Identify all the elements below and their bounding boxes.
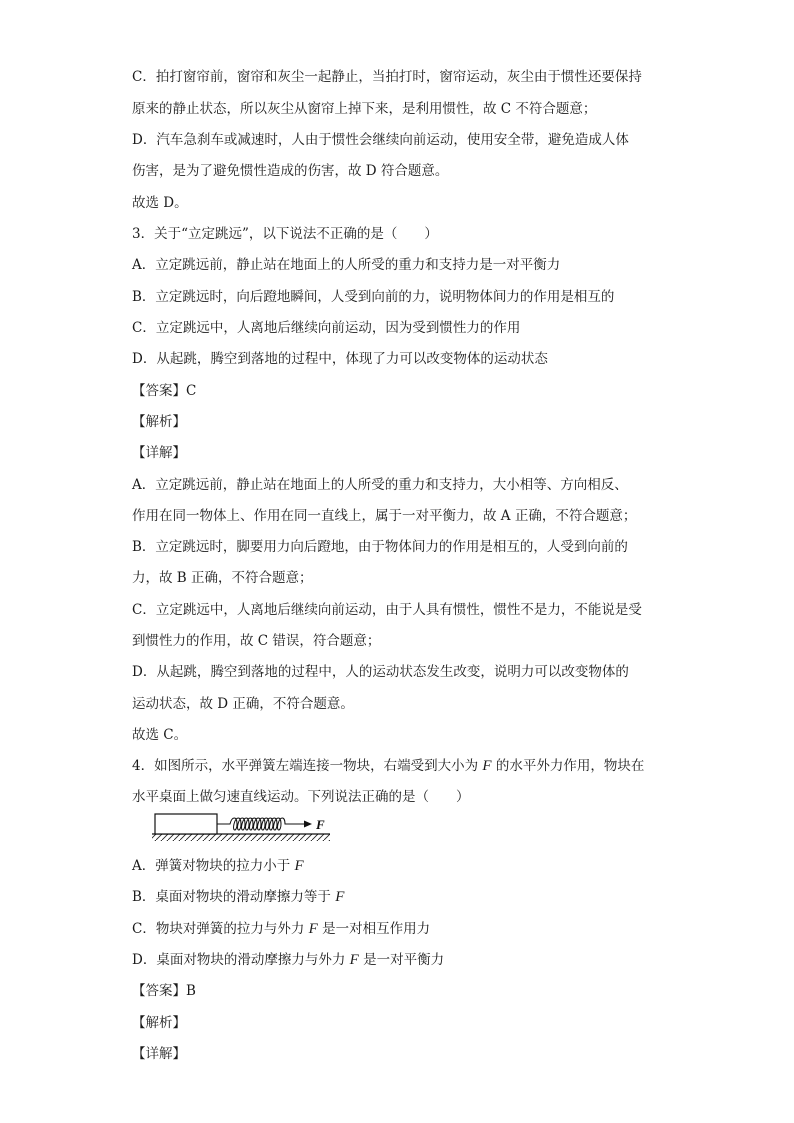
q4-option-a [132, 857, 304, 875]
q3-explain-line: 到惯性力的作用，故 C 错误，符合题意； [132, 633, 381, 649]
q2-option-d-line2: 伤害，是为了避免惯性造成的伤害，故 D 符合题意。 [132, 163, 449, 179]
q3-detail-heading: 【详解】 [132, 445, 186, 461]
spring-block-figure [150, 810, 340, 842]
q3-option-d: D．从起跳，腾空到落地的过程中，体现了力可以改变物体的运动状态 [132, 351, 548, 367]
q4-option-text: C．物块对弹簧的拉力与外力 [132, 921, 309, 937]
q4-option-b [132, 888, 344, 906]
q4-stem-line1 [132, 757, 644, 775]
block [155, 814, 217, 834]
q3-option-b: B．立定跳远时，向后蹬地瞬间，人受到向前的力，说明物体间力的作用是相互的 [132, 289, 615, 305]
q3-analysis-heading: 【解析】 [132, 414, 186, 430]
q3-explain-line: D．从起跳，腾空到落地的过程中，人的运动状态发生改变，说明力可以改变物体的 [132, 664, 629, 680]
q3-explain-line: 运动状态，故 D 正确，不符合题意。 [132, 696, 354, 712]
force-symbol: F [335, 889, 345, 905]
q2-option-c-line1: C．拍打窗帘前，窗帘和灰尘一起静止，当拍打时，窗帘运动，灰尘由于惯性还要保持 [132, 69, 642, 85]
spring [217, 818, 287, 830]
q3-answer: 【答案】C [132, 383, 197, 399]
q3-stem: 3．关于“立定跳远”，以下说法不正确的是（ ） [132, 226, 438, 242]
q4-option-text: D．桌面对物块的滑动摩擦力与外力 [132, 952, 350, 968]
q4-detail-heading: 【详解】 [132, 1046, 186, 1062]
q4-option-c [132, 920, 430, 938]
q4-stem-text: 的水平外力作用，物块在 [491, 758, 645, 774]
q4-stem-text: 4．如图所示，水平弹簧左端连接一物块，右端受到大小为 [132, 758, 483, 774]
force-label: F [316, 817, 325, 832]
table-surface-hatch [152, 834, 330, 841]
q3-option-c: C．立定跳远中，人离地后继续向前运动，因为受到惯性力的作用 [132, 320, 521, 336]
q3-explain-line: 力，故 B 正确，不符合题意； [132, 570, 313, 586]
q2-conclusion: 故选 D。 [132, 195, 188, 211]
q3-explain-line: C．立定跳远中，人离地后继续向前运动，由于人具有惯性，惯性不是力，不能说是受 [132, 602, 642, 618]
q2-option-d-line1: D．汽车急刹车或减速时，人由于惯性会继续向前运动，使用安全带，避免造成人体 [132, 132, 629, 148]
q3-explain-line: B．立定跳远时，脚要用力向后蹬地，由于物体间力的作用是相互的，人受到向前的 [132, 539, 628, 555]
force-symbol: F [294, 858, 304, 874]
force-arrow-head [304, 821, 312, 828]
q4-option-d [132, 951, 444, 969]
q4-answer: 【答案】B [132, 983, 196, 999]
q3-explain-line: A．立定跳远前，静止站在地面上的人所受的重力和支持力，大小相等、方向相反、 [132, 477, 628, 493]
q4-stem-line2: 水平桌面上做匀速直线运动。下列说法正确的是（ ） [132, 789, 470, 805]
q4-option-text: 是一对相互作用力 [317, 921, 431, 937]
force-symbol: F [482, 758, 492, 774]
q3-option-a: A．立定跳远前，静止站在地面上的人所受的重力和支持力是一对平衡力 [132, 257, 561, 273]
q4-analysis-heading: 【解析】 [132, 1015, 186, 1031]
q4-option-text: B．桌面对物块的滑动摩擦力等于 [132, 889, 336, 905]
q3-conclusion: 故选 C。 [132, 727, 188, 743]
q4-option-text: A．弹簧对物块的拉力小于 [132, 858, 295, 874]
q3-explain-line: 作用在同一物体上、作用在同一直线上，属于一对平衡力，故 A 正确，不符合题意； [132, 508, 637, 524]
q4-option-text: 是一对平衡力 [358, 952, 445, 968]
force-symbol: F [349, 952, 359, 968]
q2-option-c-line2: 原来的静止状态，所以灰尘从窗帘上掉下来，是利用惯性，故 C 不符合题意； [132, 101, 597, 117]
force-symbol: F [308, 921, 318, 937]
